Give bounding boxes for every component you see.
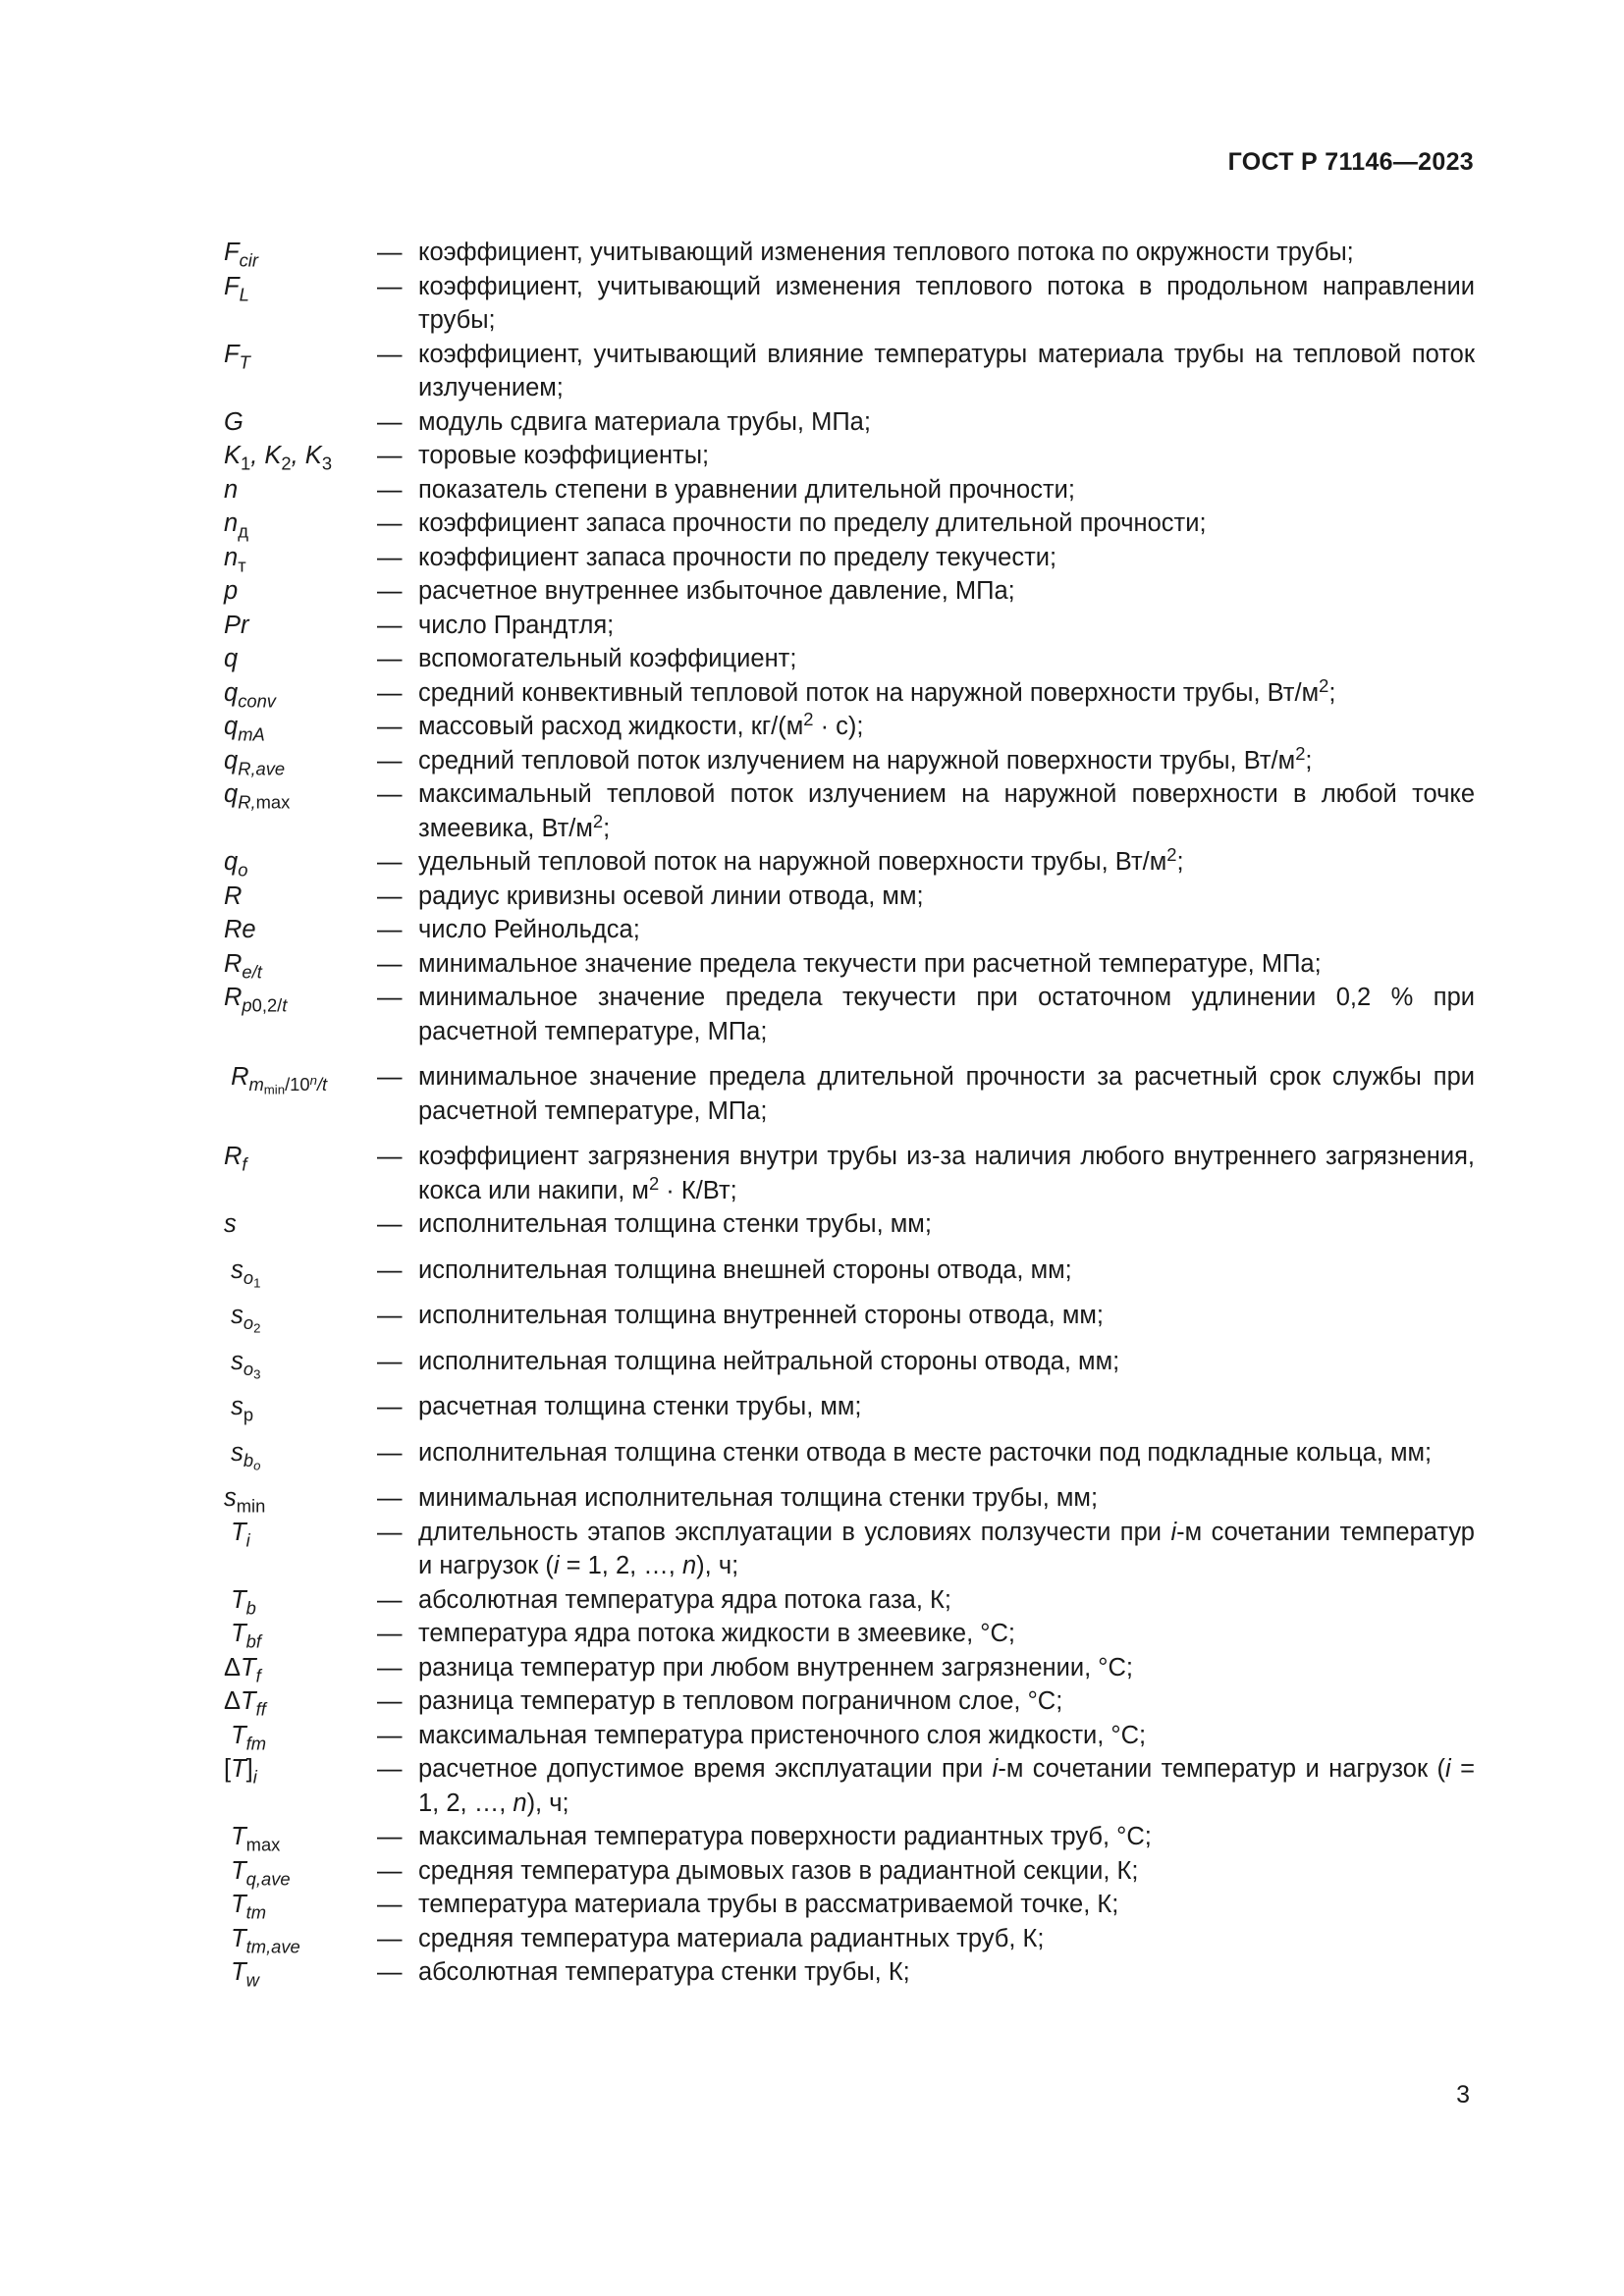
em-dash: —: [377, 1438, 403, 1467]
symbol: $T_{max}$: [224, 1823, 281, 1855]
definition-text: расчетная толщина стенки трубы, мм;: [418, 1393, 862, 1420]
definition-text: средняя температура дымовых газов в радиантной секции, К;: [418, 1856, 1139, 1885]
definition-row: [224, 1390, 1475, 1424]
definition-row: [224, 710, 1475, 744]
definition-text: коэффициент, учитывающий изменения теплового потока по окружности трубы;: [418, 239, 1354, 266]
definition-text: радиус кривизны осевой линии отвода, мм;: [418, 881, 924, 910]
symbol: $q_{R,max}$: [224, 780, 291, 813]
symbol: s: [224, 1210, 237, 1238]
definition-text: коэффициент, учитывающий изменения теплового потока в продольном направлении трубы;: [418, 272, 1475, 334]
definition-row: [224, 1583, 1475, 1618]
em-dash: —: [377, 1823, 403, 1850]
em-dash: —: [377, 678, 403, 707]
symbol: $R_f$: [224, 1143, 247, 1175]
em-dash: —: [377, 1924, 403, 1952]
definition-row: [224, 1752, 1475, 1820]
symbol: $T_i$: [224, 1518, 250, 1550]
em-dash: —: [377, 1143, 403, 1170]
definition-row: [224, 1140, 1475, 1207]
definition-row: [224, 1651, 1475, 1685]
definition-row: [224, 1820, 1475, 1854]
em-dash: —: [377, 1518, 403, 1546]
definition-text: торовые коэффициенты;: [418, 442, 710, 469]
definition-text: расчетное внутреннее избыточное давление, МПа;: [418, 577, 1015, 605]
definition-row: [224, 541, 1475, 575]
definition-text: коэффициент загрязнения внутри трубы из-за наличия любого внутреннего загрязнения, кокса или накипи, $м^2 \cdot К/Вт$;: [418, 1143, 1475, 1204]
symbol: q: [224, 645, 239, 672]
symbol: $T_w$: [224, 1958, 259, 1991]
em-dash: —: [377, 1653, 403, 1682]
symbol: $s_{min}$: [224, 1484, 266, 1517]
definition-row: [224, 1345, 1475, 1382]
definition-text: массовый расход жидкости, $кг/(м^2 \cdot с)$;: [418, 708, 864, 740]
symbol: R: [224, 881, 243, 910]
definition-row: [224, 1207, 1475, 1242]
symbol: $T_{tm}$: [224, 1891, 267, 1923]
definition-row: [224, 1922, 1475, 1956]
definition-row: [224, 1516, 1475, 1583]
definition-text: исполнительная толщина стенки трубы, мм;: [418, 1210, 932, 1238]
definition-text: длительность этапов эксплуатации в условиях ползучести при i-м сочетании температур и нагрузок (i = 1, 2, …, n), ч;: [418, 1518, 1475, 1579]
definition-row: [224, 744, 1475, 778]
definition-row: [224, 473, 1475, 507]
definition-text: модуль сдвига материала трубы, МПа;: [418, 407, 871, 436]
em-dash: —: [377, 848, 403, 876]
em-dash: —: [377, 611, 403, 639]
definition-row: [224, 1481, 1475, 1516]
definition-row: [224, 845, 1475, 880]
definition-row: [224, 405, 1475, 440]
em-dash: —: [377, 1585, 403, 1614]
symbol-definition-list: [224, 236, 1475, 1990]
definition-text: температура материала трубы в рассматриваемой точке, К;: [418, 1891, 1119, 1918]
em-dash: —: [377, 1620, 403, 1647]
symbol: $q_{conv}$: [224, 678, 276, 711]
symbol: $T_{bf}$: [224, 1620, 261, 1652]
em-dash: —: [377, 1347, 403, 1375]
symbol: $s_р$: [224, 1393, 254, 1425]
em-dash: —: [377, 949, 403, 978]
document-designation: ГОСТ Р 71146—2023: [1227, 148, 1474, 176]
em-dash: —: [377, 1958, 403, 1986]
symbol: n: [224, 475, 239, 504]
em-dash: —: [377, 1856, 403, 1885]
definition-text: средняя температура материала радиантных труб, К;: [418, 1924, 1045, 1952]
em-dash: —: [377, 780, 403, 808]
em-dash: —: [377, 645, 403, 672]
em-dash: —: [377, 1393, 403, 1420]
definition-text: исполнительная толщина внутренней стороны отвода, мм;: [418, 1302, 1104, 1329]
definition-text: минимальное значение предела текучести при остаточном удлинении 0,2 % при расчетной температуре, МПа;: [418, 984, 1475, 1045]
symbol: $T_{q,ave}$: [224, 1856, 291, 1889]
symbol: $R_{p0,2/t}$: [224, 984, 288, 1016]
em-dash: —: [377, 509, 403, 537]
symbol: $\Delta T_{ff}$: [224, 1687, 266, 1720]
definition-row: [224, 507, 1475, 541]
definition-row: [224, 338, 1475, 405]
definition-row: [224, 1060, 1475, 1128]
definition-text: температура ядра потока жидкости в змеевике, °С;: [418, 1620, 1015, 1647]
definition-text: коэффициент запаса прочности по пределу длительной прочности;: [418, 509, 1207, 537]
definition-row: [224, 1299, 1475, 1336]
symbol: $s_{o_2}$: [224, 1302, 261, 1336]
definition-row: [224, 1955, 1475, 1990]
em-dash: —: [377, 1063, 403, 1091]
definition-text: исполнительная толщина стенки отвода в месте расточки под подкладные кольца, мм;: [418, 1438, 1433, 1467]
em-dash: —: [377, 1484, 403, 1512]
definition-row: [224, 642, 1475, 676]
em-dash: —: [377, 340, 403, 368]
definition-text: разница температур при любом внутреннем загрязнении, °С;: [418, 1653, 1133, 1682]
em-dash: —: [377, 475, 403, 504]
em-dash: —: [377, 407, 403, 436]
em-dash: —: [377, 1210, 403, 1238]
em-dash: —: [377, 881, 403, 910]
definition-text: удельный тепловой поток на наружной поверхности трубы, $Вт/м^2$;: [418, 843, 1184, 876]
em-dash: —: [377, 577, 403, 605]
em-dash: —: [377, 1302, 403, 1329]
definition-text: абсолютная температура стенки трубы, К;: [418, 1958, 910, 1986]
definition-text: исполнительная толщина внешней стороны отвода, мм;: [418, 1255, 1072, 1284]
symbol: $R_{m_{min}/10^n/t}$: [224, 1063, 328, 1097]
definition-text: минимальное значение предела текучести при расчетной температуре, МПа;: [418, 949, 1322, 978]
definition-row: [224, 236, 1475, 270]
em-dash: —: [377, 1687, 403, 1715]
symbol: $T_b$: [224, 1585, 256, 1618]
definition-text: абсолютная температура ядра потока газа, К;: [418, 1585, 951, 1614]
definition-row: [224, 574, 1475, 609]
em-dash: —: [377, 746, 403, 774]
symbol: Pr: [224, 611, 249, 639]
em-dash: —: [377, 442, 403, 469]
definition-text: расчетное допустимое время эксплуатации при i-м сочетании температур и нагрузок (i = 1, 2, …, n), ч;: [418, 1755, 1476, 1817]
symbol: Re: [224, 916, 256, 943]
definition-text: минимальная исполнительная толщина стенки трубы, мм;: [418, 1484, 1099, 1512]
definition-row: [224, 609, 1475, 643]
definition-text: максимальная температура пристеночного слоя жидкости, °С;: [418, 1721, 1147, 1749]
definition-text: вспомогательный коэффициент;: [418, 645, 797, 672]
symbol: $T_{tm,ave}$: [224, 1924, 300, 1956]
definition-text: число Прандтля;: [418, 611, 615, 639]
em-dash: —: [377, 916, 403, 943]
definition-text: исполнительная толщина нейтральной стороны отвода, мм;: [418, 1347, 1120, 1375]
symbol: $F_T$: [224, 340, 250, 372]
symbol: $n_д$: [224, 509, 248, 542]
definition-text: разница температур в тепловом пограничном слое, °С;: [418, 1687, 1063, 1715]
definition-row: [224, 1617, 1475, 1651]
definition-text: средний конвективный тепловой поток на наружной поверхности трубы, $Вт/м^2$;: [418, 674, 1336, 707]
symbol: $q_o$: [224, 848, 248, 881]
symbol: $T_{fm}$: [224, 1721, 267, 1753]
definition-row: [224, 439, 1475, 473]
symbol: $s_{o_1}$: [224, 1255, 261, 1291]
em-dash: —: [377, 1755, 403, 1783]
em-dash: —: [377, 239, 403, 266]
definition-text: коэффициент, учитывающий влияние температуры материала трубы на тепловой поток излучением;: [418, 340, 1475, 401]
symbol: $q_{R,ave}$: [224, 746, 286, 778]
definition-text: показатель степени в уравнении длительной прочности;: [418, 475, 1075, 504]
definition-row: [224, 913, 1475, 947]
definition-row: [224, 1254, 1475, 1291]
definition-text: максимальный тепловой поток излучением на наружной поверхности в любой точке змеевика, $Вт/м^2$;: [418, 780, 1475, 842]
page-number: 3: [1456, 2081, 1470, 2109]
em-dash: —: [377, 1891, 403, 1918]
definition-text: минимальное значение предела длительной прочности за расчетный срок службы при расчетной температуре, МПа;: [418, 1063, 1475, 1125]
definition-row: [224, 947, 1475, 982]
definition-row: [224, 1854, 1475, 1889]
definition-text: коэффициент запаса прочности по пределу текучести;: [418, 543, 1057, 571]
symbol: $K_1$, $K_2$, $K_3$: [224, 442, 333, 474]
em-dash: —: [377, 543, 403, 571]
definition-text: число Рейнольдса;: [418, 916, 640, 943]
symbol: $F_{cir}$: [224, 239, 258, 271]
symbol: $n_т$: [224, 543, 246, 575]
symbol: $q_{mA}$: [224, 713, 265, 745]
definition-row: [224, 880, 1475, 914]
definition-text: максимальная температура поверхности радиантных труб, °С;: [418, 1823, 1152, 1850]
definition-row: [224, 676, 1475, 711]
symbol: $s_{b_o}$: [224, 1438, 261, 1473]
definition-row: [224, 1436, 1475, 1473]
symbol: $\Delta T_f$: [224, 1653, 261, 1685]
symbol: p: [224, 577, 239, 605]
definition-row: [224, 1719, 1475, 1753]
em-dash: —: [377, 713, 403, 740]
definition-row: [224, 1888, 1475, 1922]
em-dash: —: [377, 272, 403, 300]
definition-row: [224, 1684, 1475, 1719]
symbol: G: [224, 407, 244, 436]
definition-row: [224, 777, 1475, 845]
definition-row: [224, 270, 1475, 338]
em-dash: —: [377, 984, 403, 1011]
symbol: $s_{o_3}$: [224, 1347, 261, 1382]
em-dash: —: [377, 1255, 403, 1284]
symbol: $[T]_i$: [224, 1755, 257, 1788]
em-dash: —: [377, 1721, 403, 1749]
symbol: $F_L$: [224, 272, 249, 304]
symbol: $R_{e/t}$: [224, 949, 262, 982]
definition-text: средний тепловой поток излучением на наружной поверхности трубы, $Вт/м^2$;: [418, 742, 1313, 774]
definition-row: [224, 981, 1475, 1048]
